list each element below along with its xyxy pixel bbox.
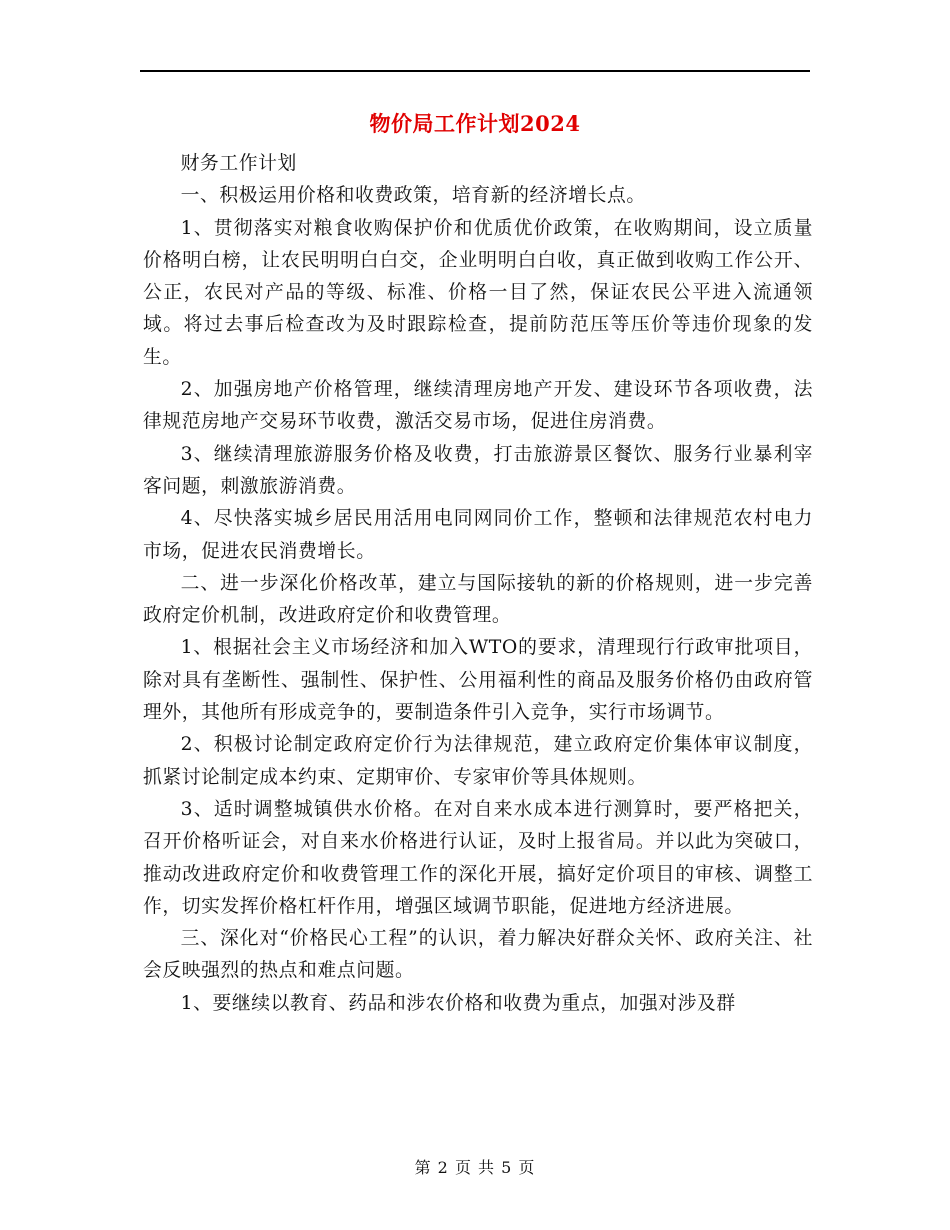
- paragraph-part-two-heading: 二、进一步深化价格改革，建立与国际接轨的新的价格规则，进一步完善政府定价机制，改进政府定价和收费管理。: [143, 572, 813, 627]
- paragraph-part-three-item-1: 1、要继续以教育、药品和涉农价格和收费为重点，加强对涉及群: [180, 992, 736, 1014]
- header-rule: [140, 70, 810, 72]
- paragraph-part-one-item-2: 2、加强房地产价格管理，继续清理房地产开发、建设环节各项收费，法律规范房地产交易环节收费，激活交易市场，促进住房消费。: [143, 379, 813, 433]
- document-title: 物价局工作计划2024: [369, 111, 581, 136]
- document-body: [143, 148, 813, 1020]
- page-number-footer: 第 2 页 共 5 页: [414, 1158, 536, 1177]
- paragraph-part-three-heading: 三、深化对“价格民心工程”的认识，着力解决好群众关怀、政府关注、社会反映强烈的热点和难点问题。: [143, 928, 813, 982]
- paragraph-section-heading: 财务工作计划: [180, 153, 297, 174]
- paragraph-part-one-item-1: 1、贯彻落实对粮食收购保护价和优质优价政策，在收购期间，设立质量价格明白榜，让农民明明白白交，企业明明白白收，真正做到收购工作公开、公正，农民对产品的等级、标准、价格一目了然，保证农民公平进入流通领域。将过去事后检查改为及时跟踪检查，提前防范压等压价等违价现象的发生。: [143, 217, 813, 368]
- paragraph-part-one-heading: 一、积极运用价格和收费政策，培育新的经济增长点。: [180, 185, 646, 207]
- paragraph-part-two-item-2: 2、积极讨论制定政府定价行为法律规范，建立政府定价集体审议制度，抓紧讨论制定成本约束、定期审价、专家审价等具体规则。: [143, 734, 813, 788]
- paragraph-part-one-item-4: 4、尽快落实城乡居民用活用电同网同价工作，整顿和法律规范农村电力市场，促进农民消费增长。: [143, 508, 813, 562]
- paragraph-part-one-item-3: 3、继续清理旅游服务价格及收费，打击旅游景区餐饮、服务行业暴利宰客问题，刺激旅游消费。: [143, 443, 813, 497]
- paragraph-part-two-item-3: 3、适时调整城镇供水价格。在对自来水成本进行测算时，要严格把关，召开价格听证会，对自来水价格进行认证，及时上报省局。并以此为突破口，推动改进政府定价和收费管理工作的深化开展，搞好定价项目的审核、调整工作，切实发挥价格杠杆作用，增强区域调节职能，促进地方经济进展。: [143, 798, 813, 917]
- paragraph-part-two-item-1: 1、根据社会主义市场经济和加入WTO的要求，清理现行行政审批项目，除对具有垄断性、强制性、保护性、公用福利性的商品及服务价格仍由政府管理外，其他所有形成竞争的，要制造条件引入竞争，实行市场调节。: [143, 637, 813, 724]
